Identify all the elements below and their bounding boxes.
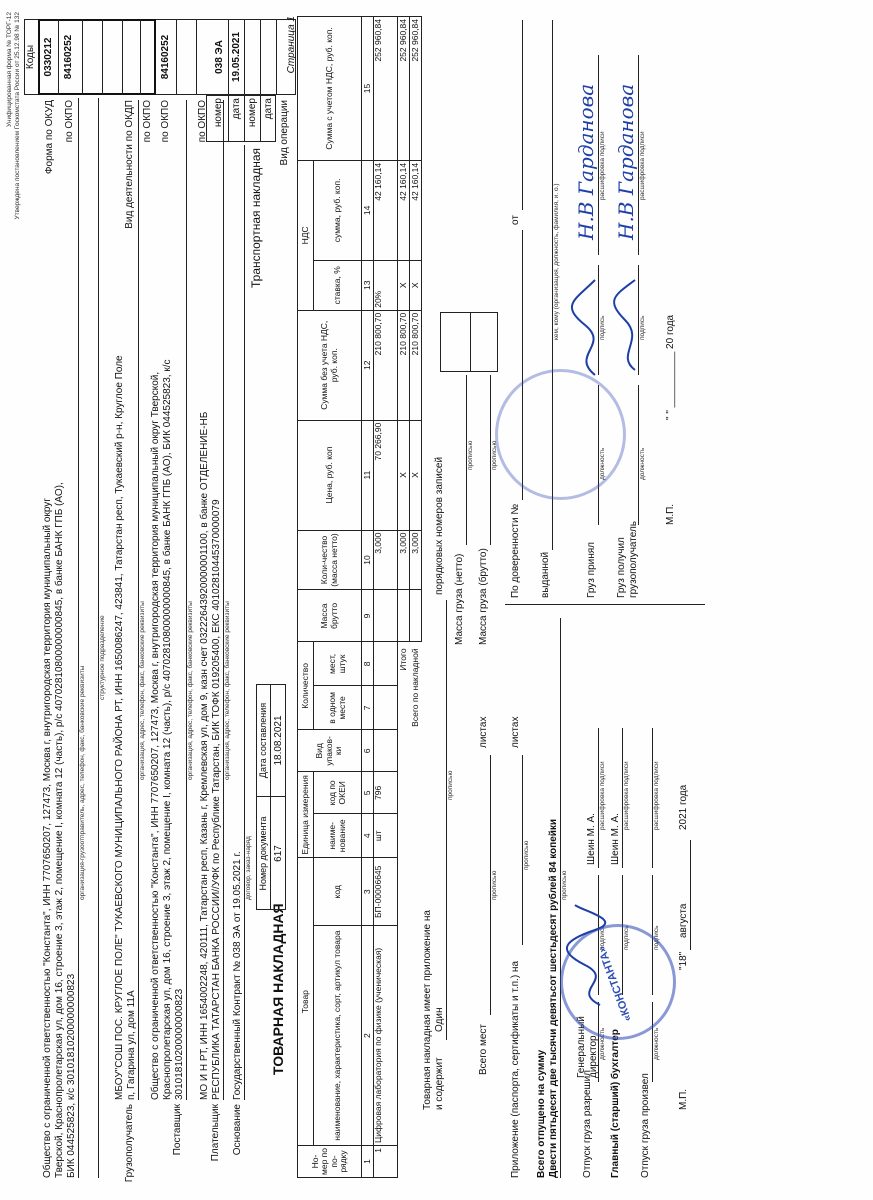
row-vat: 42 160,14 (374, 160, 398, 260)
total-propis: прописью (561, 870, 568, 900)
supplier-label: Поставщик (172, 1104, 183, 1156)
position-gd: Генеральный директор (576, 1016, 599, 1078)
col-num: 7 (362, 686, 374, 730)
h-code: код (314, 858, 362, 926)
row-rate: 20% (374, 260, 398, 310)
h-goods: Товар (298, 858, 314, 1146)
annex-label: Приложение (паспорта, сертификаты и т.п.) на (510, 960, 521, 1178)
h-qty: Количество (298, 642, 314, 730)
h-per-place: в одном месте (314, 686, 362, 730)
col-num: 3 (362, 858, 374, 926)
doc-number-header: Номер документа (258, 816, 268, 891)
payer-caption: организация, адрес, телефон, факс, банковские реквизиты (224, 601, 231, 780)
col-num: 13 (362, 260, 374, 310)
basis-caption: договор, заказ-наряд (245, 836, 252, 900)
itogo-sum: 210 800,70 (398, 310, 410, 420)
date-year: 2021 года (678, 784, 689, 830)
col-num: 15 (362, 17, 374, 161)
caption-position-1: должность (599, 1027, 606, 1060)
caption-signature-4: подпись (599, 315, 606, 340)
issued-label: выданной (540, 551, 551, 598)
vsego-sum: 210 800,70 (410, 310, 422, 420)
received-label: Груз получил грузополучатель (616, 520, 639, 598)
vsego-price: X (410, 420, 422, 530)
h-okei: код по ОКЕИ (314, 772, 362, 814)
itogo-price: X (398, 420, 410, 530)
okpo-shipper-label: по ОКПО (64, 100, 75, 143)
date-month: августа (678, 903, 689, 938)
vsego-qty: 3,000 (410, 530, 422, 590)
consignee-label: Грузополучатель (124, 1104, 135, 1183)
col-num: 14 (362, 160, 374, 260)
release-allowed-label: Отпуск груза разрешил (582, 1070, 593, 1178)
caption-position-3: должность (653, 1027, 660, 1060)
itogo-qty: 3,000 (398, 530, 410, 590)
from-label: от (510, 215, 521, 225)
consignee-line1: МБОУ"СОШ ПОС. КРУГЛОЕ ПОЛЕ" ТУКАЕВСКОГО МУНИЦИПАЛЬНОГО РАЙОНА РТ, ИНН 1650086247, 423841, Татарстан респ, Тукаевский р-н, Круглое Поле (114, 355, 125, 1100)
row-places (374, 642, 398, 686)
h-vat: НДС (298, 160, 314, 310)
supplier-line2: Краснопролетарская ул, дом 16, строение 3, этаж 2, помещение I, комната 12 (часть), р/с 40702810800000000845, в банке БАНК ГПБ (АО), БИК 044525823, к/с (162, 359, 173, 1100)
gross-mass-label: Масса груза (брутто) (478, 548, 489, 645)
caption-decoding-3: расшифровка подписи (653, 761, 660, 830)
itogo-vat: 42 160,14 (398, 160, 410, 260)
division-caption: структурное подразделение (99, 615, 106, 700)
consignee-caption: организация, адрес, телефон, факс, банковские реквизиты (139, 601, 146, 780)
net-mass-label: Масса груза (нетто) (454, 553, 465, 645)
col-num: 12 (362, 310, 374, 420)
blank-date: " " __________ 20 года (665, 314, 676, 420)
row-gross (374, 590, 398, 642)
consignee-line2: п, Гагарина ул, дом 11А (126, 990, 137, 1100)
h-places: мест, штук (314, 642, 362, 686)
okpo-shipper-value: 84160252 (63, 34, 74, 80)
h-vat-sum: сумма, руб. коп. (314, 160, 362, 260)
handwritten-name-2: Н.В Гарданова (614, 83, 638, 240)
col-num: 4 (362, 814, 374, 858)
h-unit: Единица измерения (298, 772, 314, 858)
date-day: "18" (678, 951, 689, 970)
caption-signature-3: подпись (653, 925, 660, 950)
places-label: Всего мест (478, 1023, 489, 1075)
caption-decoding-2: расшифровка подписи (623, 761, 630, 830)
row-qty: 3,000 (374, 530, 398, 590)
row-total: 252 960,84 (374, 17, 398, 161)
h-gross: Масса брутто (298, 590, 362, 642)
codes-label: Коды (25, 44, 36, 70)
row-no: 1 (374, 1146, 398, 1178)
page-label: Страница 1 (286, 16, 297, 74)
col-num: 10 (362, 530, 374, 590)
mp-left: М.П. (678, 1088, 689, 1110)
goods-table (297, 16, 422, 1178)
okpo-supplier-value: 84160252 (160, 34, 171, 80)
vsego-row (410, 17, 422, 1178)
accepted-label: Груз принял (586, 541, 597, 598)
shipper-caption: организация-грузоотправитель, адрес, телефон, факс, банковские реквизиты (79, 665, 86, 900)
caption-decoding-5: расшифровка подписи (639, 131, 646, 200)
col-num: 1 (362, 1146, 374, 1178)
codes-bold-box (38, 19, 156, 95)
contains-label: и содержит (434, 1057, 445, 1110)
vsego-vat: 42 160,14 (410, 160, 422, 260)
h-unit-name: наиме-нование (314, 814, 362, 858)
handwritten-name-1: Н.В Гарданова (574, 83, 598, 240)
signature-consignee-icon (565, 270, 655, 380)
approval-line2: Утверждена постановлением Госкомстата России от 25.12.98 № 132 (14, 12, 21, 220)
itogo-rate: X (398, 260, 410, 310)
transport-label: Транспортная накладная (249, 147, 263, 288)
doc-number: 617 (273, 845, 284, 862)
caption-decoding-1: расшифровка подписи (599, 761, 606, 830)
mass-box (440, 312, 498, 372)
caption-position-4: должность (599, 447, 606, 480)
shipper-line1: Общество с ограниченной ответственностью "Константа", ИНН 7707650207, 127473, Москва г, внутригородская территория муниципальный округ (42, 498, 53, 1178)
okpo-supplier-label: по ОКПО (160, 100, 171, 143)
shipper-line3: БИК 044525823, к/с 30101810200000000823 (66, 973, 77, 1178)
row-unit: шт (374, 814, 398, 858)
contains-propis: прописью (447, 770, 454, 800)
gross-mass-propis: прописью (491, 440, 498, 470)
okud-label: Форма по ОКУД (44, 100, 55, 175)
okud-value: 0330212 (43, 37, 54, 77)
basis-date-label: дата (231, 98, 242, 120)
col-num: 2 (362, 926, 374, 1146)
poa-label: По доверенности № (510, 503, 521, 598)
attachment-line: Товарная накладная имеет приложение на (422, 910, 433, 1110)
caption-decoding-4: расшифровка подписи (599, 131, 606, 200)
supplier-caption: организация, адрес, телефон, факс, банковские реквизиты (187, 601, 194, 780)
approval-line1: Унифицированная форма № ТОРГ-12 (6, 12, 13, 127)
row-code: БП-00006645 (374, 858, 398, 926)
h-name: наименование, характеристика, сорт, артикул товара (314, 926, 362, 1146)
okpo-payer-label: по ОКПО (197, 100, 208, 143)
basis-number-label: номер (213, 98, 224, 128)
payer-label: Плательщик (210, 1104, 221, 1162)
caption-position-5: должность (639, 447, 646, 480)
vsego-label: Всего по накладной (409, 648, 420, 727)
consignee-stamp (495, 369, 626, 500)
row-okei: 796 (374, 772, 398, 814)
payer-line2: РЕСПУБЛИКА ТАТАРСТАН БАНКА РОССИИ//УФК по Республике Татарстан, БИК ТОФК 019205400, ЕКС 40102810445370000079 (211, 499, 222, 1100)
net-mass-propis: прописью (467, 440, 474, 470)
basis-number-value: 038 ЭА (214, 40, 225, 74)
vsego-rate: X (410, 260, 422, 310)
basis-label: Основание (232, 1104, 243, 1156)
okdp-label: Вид деятельности по ОКДП (124, 100, 135, 229)
shipper-line2: Тверской, Краснопролетарская ул, дом 16, строение 3, этаж 2, помещение I, комната 12 (часть), р/с 40702810800000000845, в банке БАНК ГПБ (АО), (54, 482, 65, 1178)
col-num: 9 (362, 590, 374, 642)
okpo-consignee-label: по ОКПО (142, 100, 153, 143)
name-shein-2: Шеин М. А. (610, 813, 621, 865)
annex-propis: прописью (523, 840, 530, 870)
issued-caption: кем, кому (организация, должность, фамилия, и. о.) (553, 183, 560, 340)
release-done-label: Отпуск груза произвел (640, 1073, 651, 1178)
table-row (374, 17, 398, 1178)
transport-number-label: номер (247, 98, 258, 128)
basis-date-value: 19.05.2021 (231, 31, 242, 83)
sheets-label: листах (478, 716, 489, 748)
name-shein-1: Шеин М. А. (586, 813, 597, 865)
h-no: Но-мер по по-рядку (298, 1146, 362, 1178)
itogo-label: Итого (398, 648, 409, 671)
total-words: Двести пятьдесят две тысячи девятьсот шестьдесят рублей 84 копейки (548, 818, 559, 1178)
itogo-row (398, 17, 410, 1178)
caption-signature-1: подпись (599, 925, 606, 950)
chief-accountant-label: Главный (старший) бухгалтер (610, 1029, 621, 1178)
caption-signature-2: подпись (623, 925, 630, 950)
h-total: Сумма с учетом НДС, руб. коп. (298, 17, 362, 161)
column-numbers-row (362, 17, 374, 1178)
itogo-total: 252 960,84 (398, 17, 410, 161)
h-rate: ставка, % (314, 260, 362, 310)
document-title: ТОВАРНАЯ НАКЛАДНАЯ (270, 903, 286, 1075)
caption-signature-5: подпись (639, 315, 646, 340)
transport-date-label: дата (263, 98, 274, 120)
contains-value: Один (434, 1007, 445, 1032)
h-pack: Вид упаков-ки (298, 730, 362, 772)
doc-date: 18.08.2021 (273, 715, 284, 766)
h-sum-novat: Сумма без учета НДС, руб. коп. (298, 310, 362, 420)
total-released-label: Всего отпущено на сумму (536, 1049, 547, 1178)
records-label: порядковых номеров записей (434, 456, 445, 595)
vsego-total: 252 960,84 (410, 17, 422, 161)
row-per-place (374, 686, 398, 730)
stamp-text: «КОНСТАНТА» (595, 944, 635, 1023)
col-num: 8 (362, 642, 374, 686)
col-num: 6 (362, 730, 374, 772)
operation-label: Вид операции (279, 100, 290, 166)
supplier-line1: Общество с ограниченной ответственностью "Константа", ИНН 7707650207, 127473, Москва г, внутригородская территория муниципальный округ Тверской, (150, 371, 161, 1100)
places-propis: прописью (491, 870, 498, 900)
annex-sheets-label: листах (510, 716, 521, 748)
basis-value: Государственный Контракт № 038 ЭА от 19.05.2021 г. (232, 851, 243, 1100)
h-net: Коли-чество (масса нетто) (298, 530, 362, 590)
row-price: 70 266,90 (374, 420, 398, 530)
h-price: Цена, руб. коп (298, 420, 362, 530)
row-sum: 210 800,70 (374, 310, 398, 420)
doc-date-header: Дата составления (258, 702, 268, 779)
row-pack (374, 730, 398, 772)
mp-right: М.П. (665, 503, 676, 525)
col-num: 11 (362, 420, 374, 530)
col-num: 5 (362, 772, 374, 814)
supplier-line3: 30101810200000000823 (174, 988, 185, 1100)
row-name: Цифровая лаборатория по физике (ученическая) (374, 926, 398, 1146)
payer-line1: МО И Н РТ, ИНН 1654002248, 420111, Татарстан респ, Казань г, Кремлевская ул, дом 9, казн счет 03222643920000001100, в банке ОТДЕЛЕНИЕ-НБ (199, 411, 210, 1100)
signature-shipper-icon (560, 900, 620, 1010)
